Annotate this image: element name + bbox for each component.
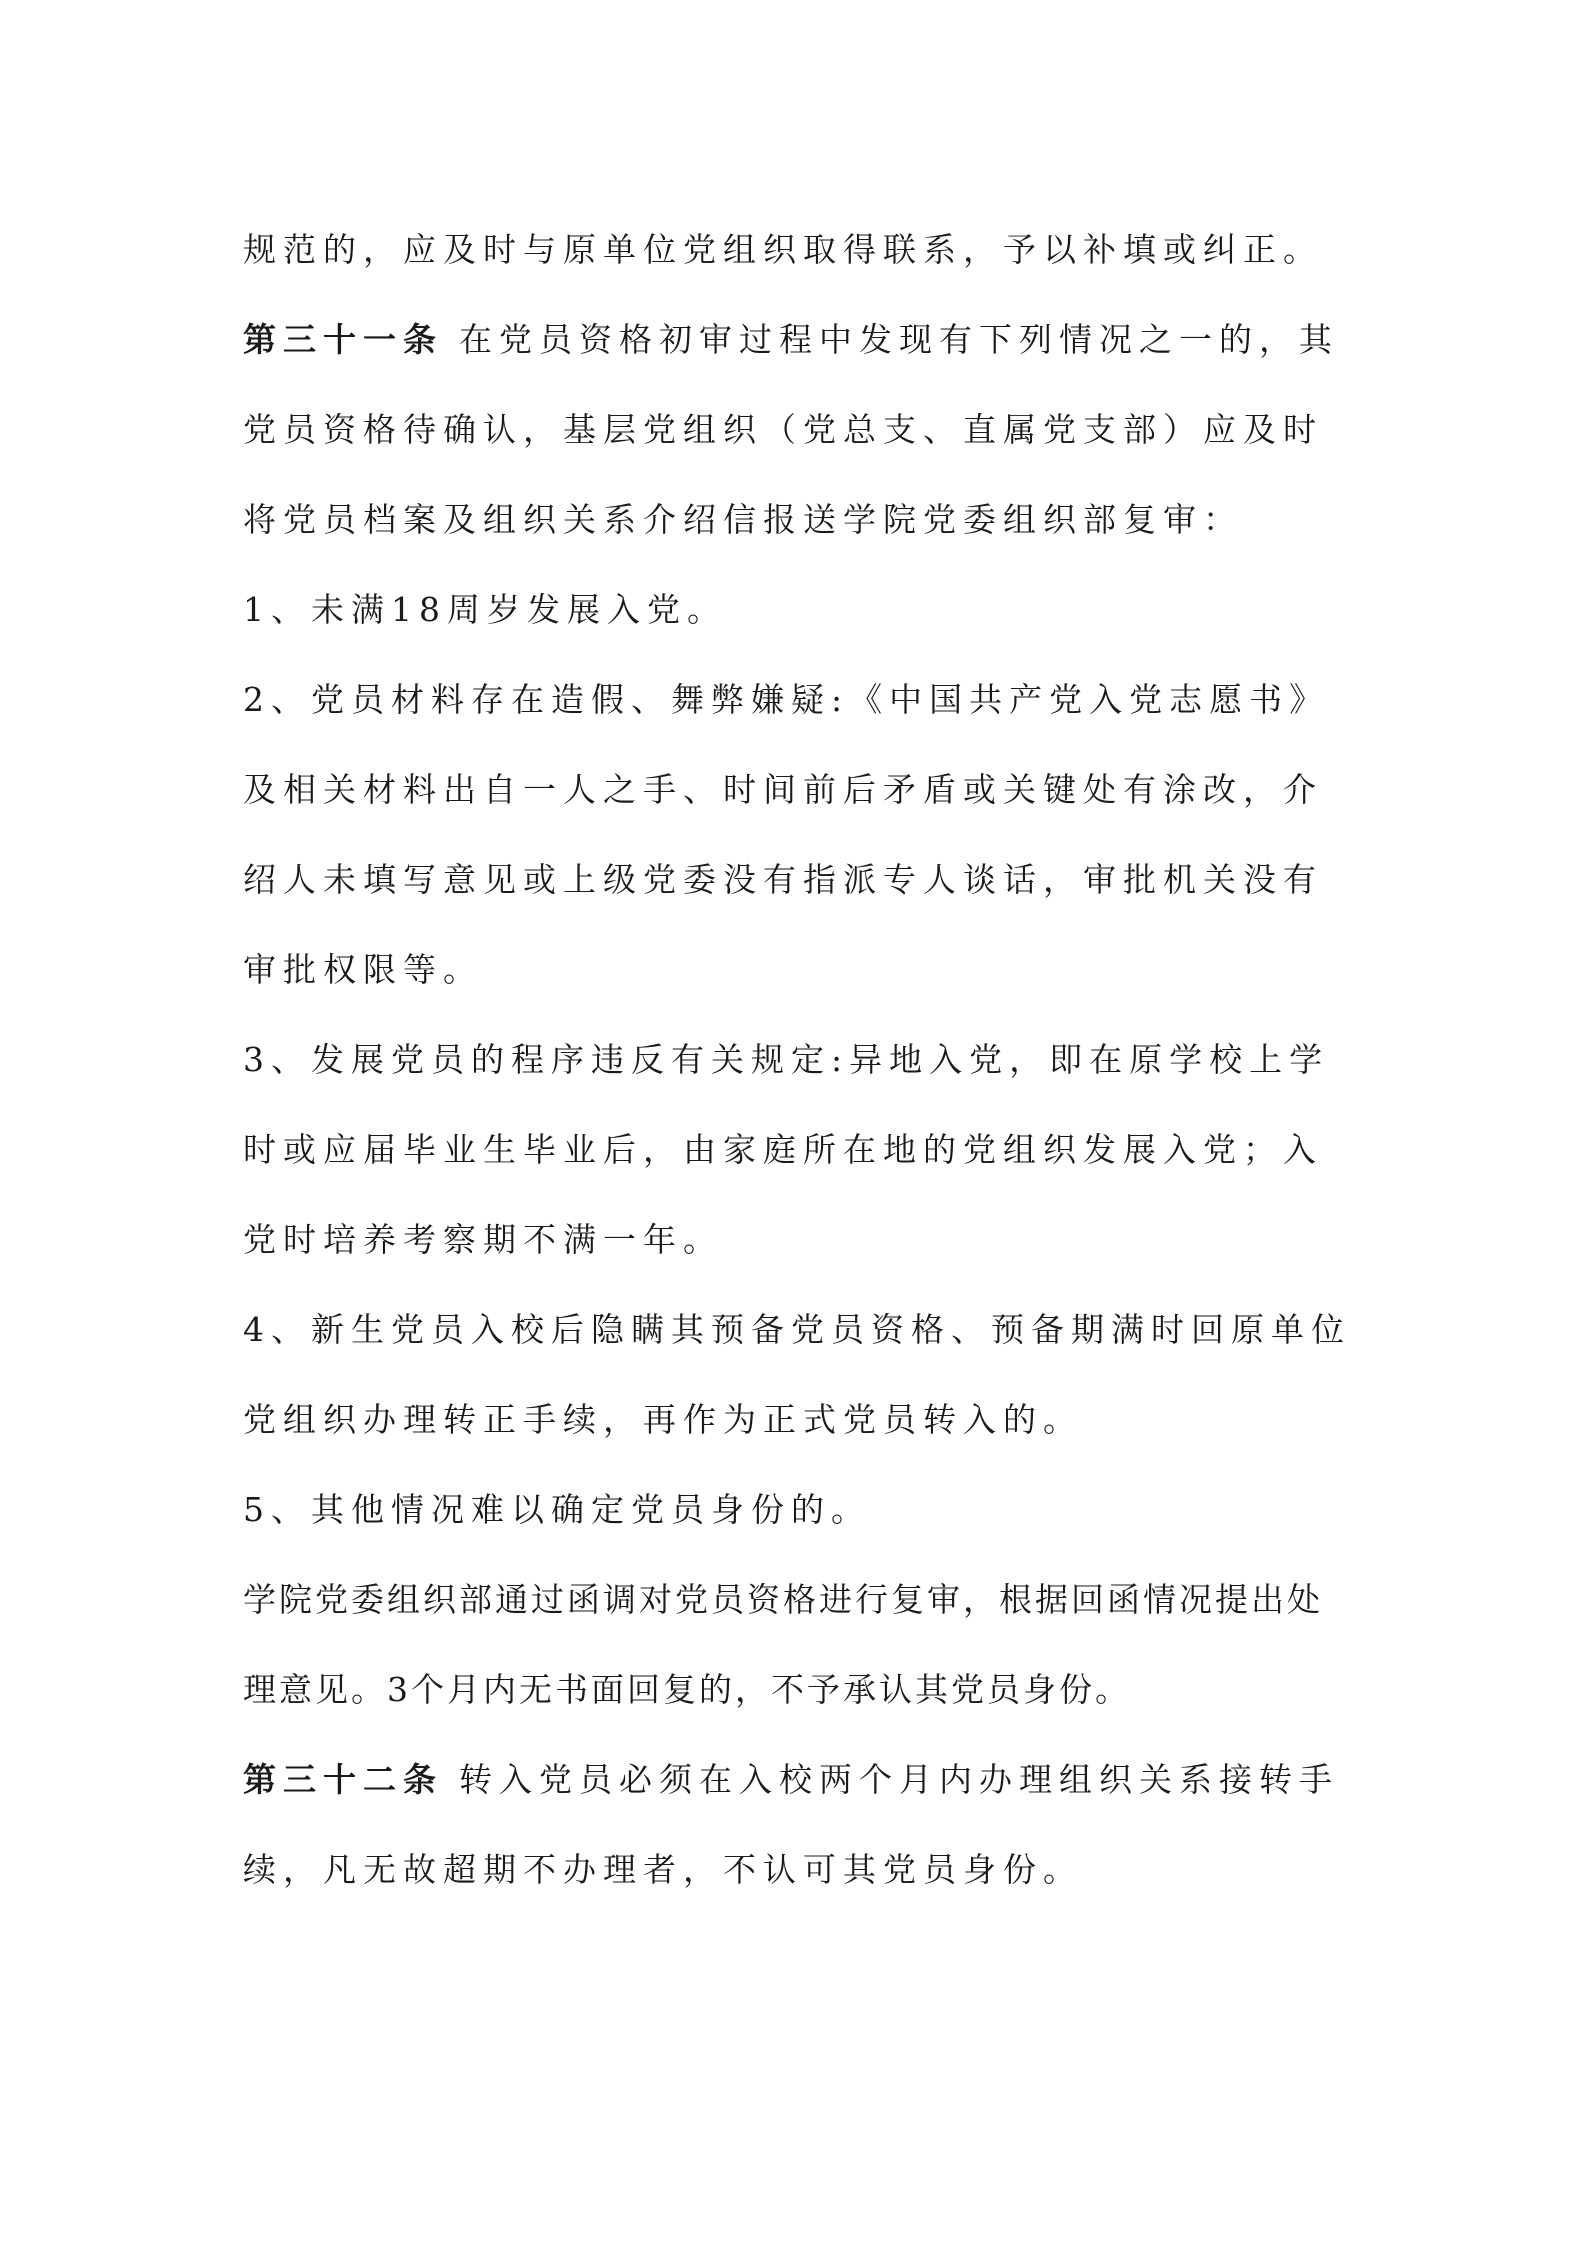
paragraph-text: 转入党员必须在入校两个月内办理组织关系接转手续，凡无故超期不办理者，不认可其党员身份。 bbox=[243, 1760, 1339, 1889]
review-paragraph bbox=[243, 1555, 1353, 1735]
list-item-5 bbox=[243, 1465, 1353, 1555]
paragraph-continuation bbox=[243, 205, 1353, 295]
paragraph-text: 4、新生党员入校后隐瞒其预备党员资格、预备期满时回原单位党组织办理转正手续，再作为正式党员转入的。 bbox=[243, 1310, 1351, 1439]
article-heading: 第三十一条 bbox=[243, 320, 443, 359]
article-heading: 第三十二条 bbox=[243, 1760, 443, 1799]
list-item-2 bbox=[243, 655, 1353, 1015]
list-item-3 bbox=[243, 1015, 1353, 1285]
list-item-1 bbox=[243, 565, 1353, 655]
paragraph-text: 5、其他情况难以确定党员身份的。 bbox=[243, 1490, 871, 1529]
article-31 bbox=[243, 295, 1353, 565]
paragraph-text: 规范的，应及时与原单位党组织取得联系，予以补填或纠正。 bbox=[243, 230, 1323, 269]
paragraph-text: 在党员资格初审过程中发现有下列情况之一的，其党员资格待确认，基层党组织（党总支、直属党支部）应及时将党员档案及组织关系介绍信报送学院党委组织部复审： bbox=[243, 320, 1339, 539]
paragraph-text: 学院党委组织部通过函调对党员资格进行复审，根据回函情况提出处理意见。3个月内无书面回复的，不予承认其党员身份。 bbox=[243, 1580, 1323, 1709]
paragraph-text: 3、发展党员的程序违反有关规定:异地入党，即在原学校上学时或应届毕业生毕业后，由家庭所在地的党组织发展入党；入党时培养考察期不满一年。 bbox=[243, 1040, 1330, 1259]
paragraph-text: 1、未满18周岁发展入党。 bbox=[243, 590, 727, 629]
paragraph-text: 2、党员材料存在造假、舞弊嫌疑:《中国共产党入党志愿书》及相关材料出自一人之手、时间前后矛盾或关键处有涂改，介绍人未填写意见或上级党委没有指派专人谈话，审批机关没有审批权限等。 bbox=[243, 680, 1330, 989]
article-32 bbox=[243, 1735, 1353, 1915]
list-item-4 bbox=[243, 1285, 1353, 1465]
document-body bbox=[243, 205, 1353, 1915]
